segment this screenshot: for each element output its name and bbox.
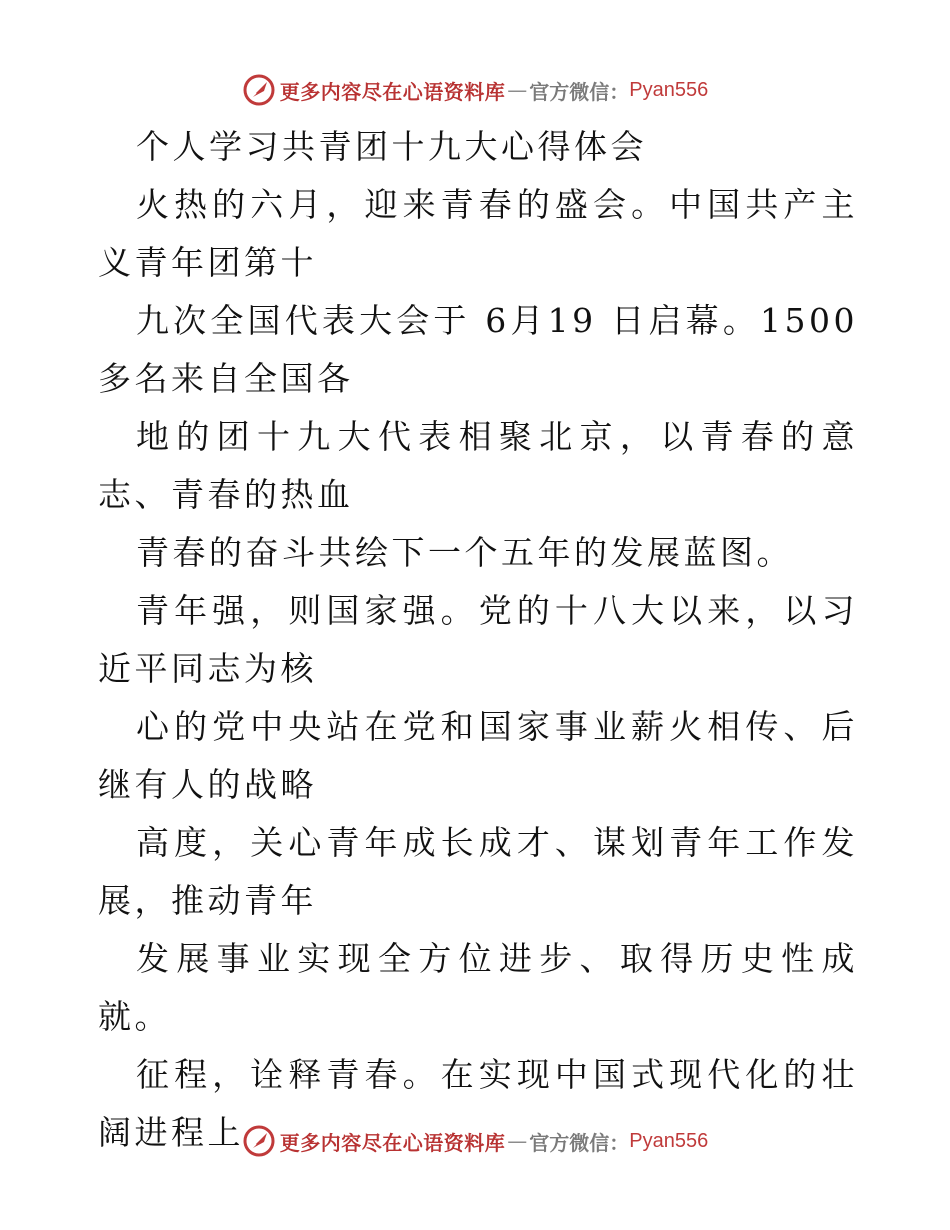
paragraph-8: 发展事业实现全方位进步、取得历史性成就。 bbox=[98, 939, 858, 1036]
paragraph-4: 青春的奋斗共绘下一个五年的发展蓝图。 bbox=[136, 533, 793, 572]
watermark-separator: — bbox=[507, 78, 528, 102]
paragraph-6: 心的党中央站在党和国家事业薪火相传、后继有人的战略 bbox=[98, 707, 858, 804]
watermark-suffix: 官方微信： bbox=[529, 1130, 630, 1155]
watermark-wechat-id: Pyan556 bbox=[629, 1129, 709, 1152]
quill-logo-icon bbox=[242, 1124, 276, 1158]
watermark-suffix: 官方微信： bbox=[529, 79, 630, 104]
quill-logo-icon bbox=[242, 73, 276, 107]
watermark-brand: 更多内容尽在心语资料库 bbox=[279, 1130, 506, 1155]
header-watermark bbox=[0, 73, 950, 107]
paragraph-9: 征程，诠释青春。在实现中国式现代化的壮阔进程上 bbox=[98, 1055, 858, 1152]
paragraph-7: 高度，关心青年成长成才、谋划青年工作发展，推动青年 bbox=[98, 823, 858, 920]
paragraph-3: 地的团十九大代表相聚北京，以青春的意志、青春的热血 bbox=[98, 417, 858, 514]
watermark-separator: — bbox=[507, 1129, 528, 1153]
watermark-wechat-id: Pyan556 bbox=[629, 78, 709, 101]
footer-watermark bbox=[0, 1124, 950, 1158]
document-title: 个人学习共青团十九大心得体会 bbox=[136, 127, 647, 166]
watermark-brand: 更多内容尽在心语资料库 bbox=[279, 79, 506, 104]
paragraph-2: 九次全国代表大会于 6月19 日启幕。1500 多名来自全国各 bbox=[98, 301, 858, 398]
paragraph-5: 青年强，则国家强。党的十八大以来，以习近平同志为核 bbox=[98, 591, 858, 688]
document-body bbox=[98, 118, 858, 1162]
paragraph-1: 火热的六月，迎来青春的盛会。中国共产主义青年团第十 bbox=[98, 185, 858, 282]
